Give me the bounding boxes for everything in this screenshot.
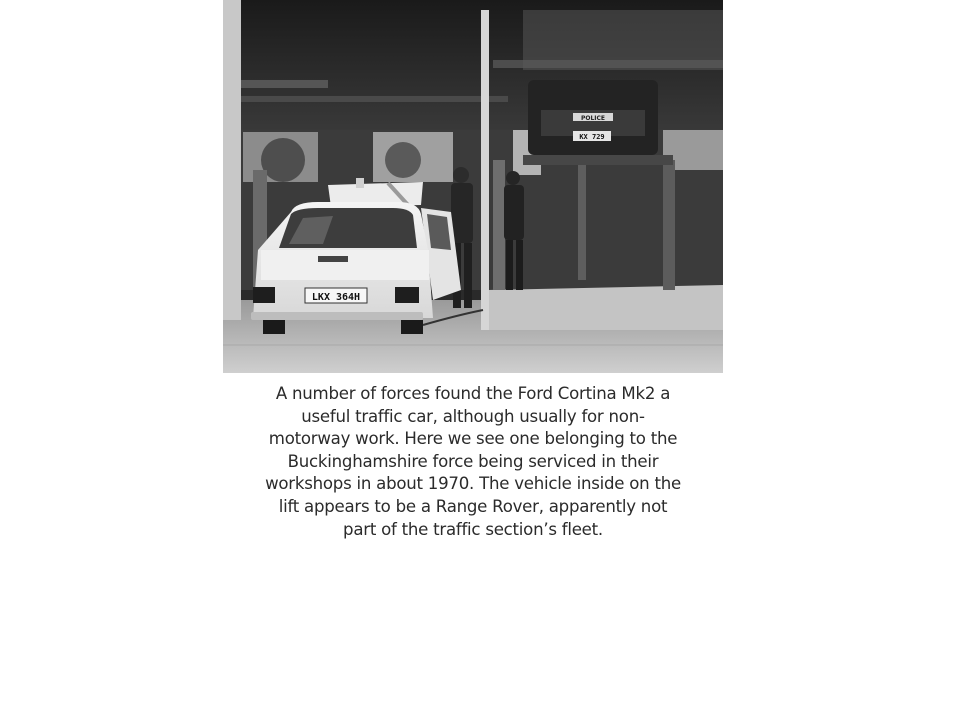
caption-line: useful traffic car, although usually for non- <box>301 406 645 426</box>
caption-line: motorway work. Here we see one belonging to the <box>268 429 678 449</box>
photo-caption <box>223 383 723 541</box>
lift-post <box>493 160 505 290</box>
bay-floor <box>488 285 723 330</box>
caption-line: lift appears to be a Range Rover, apparently not <box>278 496 668 516</box>
pillar-center <box>481 10 489 330</box>
workshop-photo <box>223 0 723 373</box>
lifted-vehicle-plate: KX 729 <box>579 133 605 141</box>
number-plate: LKX 364H <box>311 292 361 303</box>
caption-line: part of the traffic section’s fleet. <box>343 519 603 539</box>
caption-line: Buckinghamshire force being serviced in their <box>287 451 659 471</box>
pillar-left <box>223 0 241 320</box>
lifted-vehicle-sign: POLICE <box>580 115 606 122</box>
workshop-photo-drawing <box>223 0 723 373</box>
caption-line: A number of forces found the Ford Cortina Mk2 a <box>275 384 671 403</box>
roof-beam <box>238 96 508 102</box>
tree-outside <box>261 138 305 182</box>
roof-beam <box>238 80 328 88</box>
roof-skylight <box>523 10 723 70</box>
tree-outside <box>385 142 421 178</box>
lift-post <box>663 160 675 290</box>
caption-line: workshops in about 1970. The vehicle inside on the <box>265 474 681 494</box>
